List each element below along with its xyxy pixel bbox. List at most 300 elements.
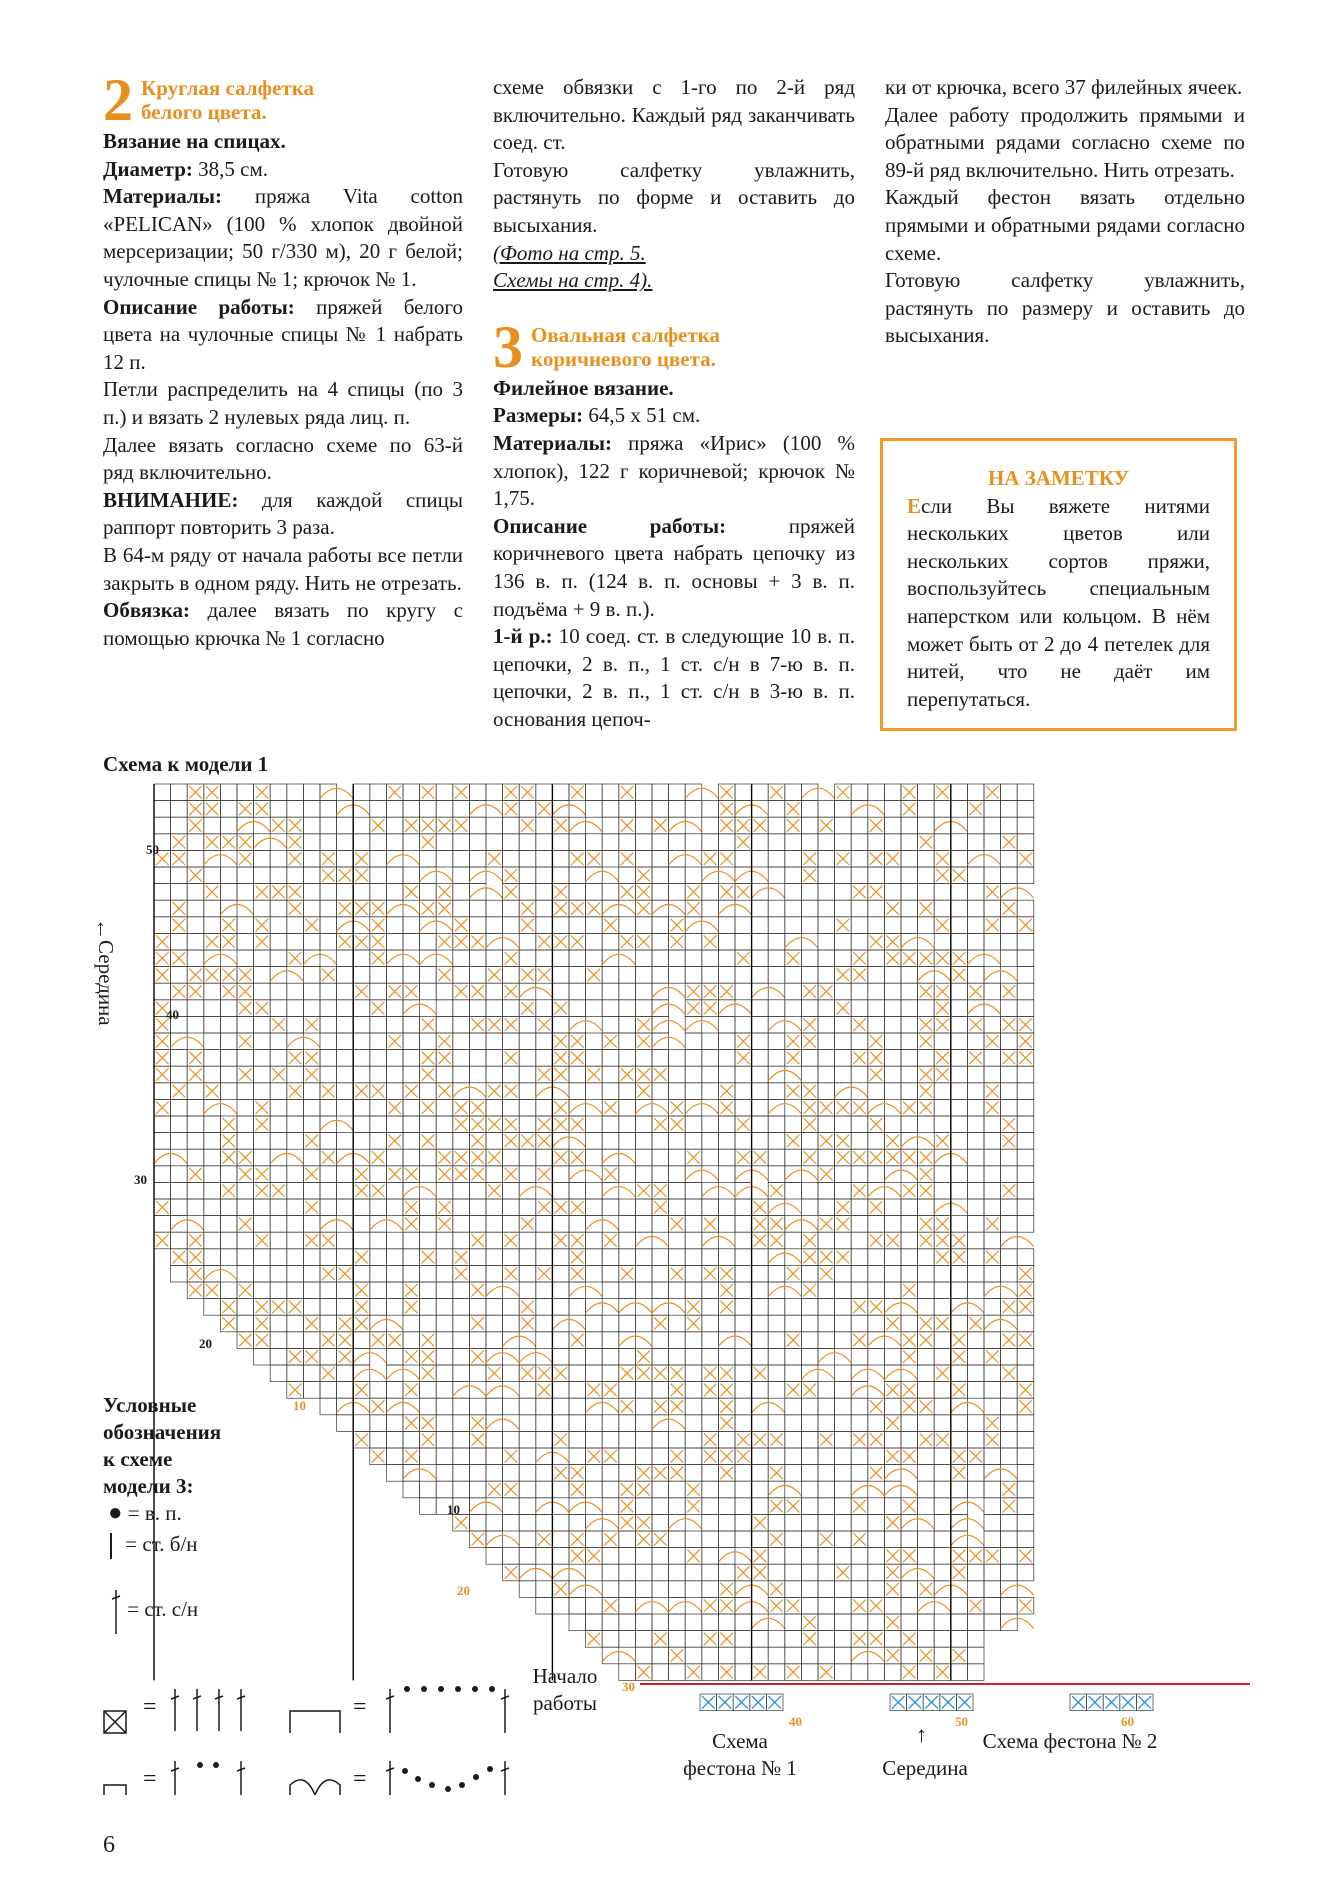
chart-cell [469, 1265, 486, 1282]
chart-cell [254, 900, 271, 917]
chart-cell [835, 1116, 852, 1133]
cross-mark [222, 836, 235, 849]
cross-mark [189, 1052, 202, 1065]
chart-cell [420, 933, 437, 950]
cross-mark [422, 1367, 435, 1380]
cross-mark [803, 1018, 816, 1031]
chart-cell [967, 950, 984, 967]
legend-sc: = ст. б/н [110, 1532, 198, 1559]
cross-mark [637, 1666, 650, 1679]
chart-cell [768, 834, 785, 851]
chart-cell [386, 801, 403, 818]
chart-cell [436, 801, 453, 818]
chart-cell [868, 1581, 885, 1598]
chart-cell [403, 1431, 420, 1448]
cross-mark [754, 1201, 767, 1214]
chart-cell [519, 1016, 536, 1033]
chart-cell [586, 867, 603, 884]
chart-cell [486, 1282, 503, 1299]
chart-cell [337, 1166, 354, 1183]
cross-mark [538, 1384, 551, 1397]
chart-cell [503, 1299, 520, 1316]
chart-cell [619, 1299, 636, 1316]
cross-mark [986, 886, 999, 899]
chart-cell [602, 1199, 619, 1216]
chart-cell [685, 801, 702, 818]
chart-cell [552, 983, 569, 1000]
chart-cell [801, 1050, 818, 1067]
cross-mark [986, 1350, 999, 1363]
photo-ref[interactable]: (Фото на стр. 5. [493, 240, 646, 265]
chart-cell [851, 1199, 868, 1216]
chart-cell [320, 1348, 337, 1365]
chart-cell [669, 834, 686, 851]
cross-mark [671, 1218, 684, 1231]
chart-cell [984, 1597, 1001, 1614]
chart-cell [818, 1631, 835, 1648]
chart-cell [818, 1315, 835, 1332]
chart-cell [453, 1481, 470, 1498]
chart-cell [685, 867, 702, 884]
cross-mark [554, 902, 567, 915]
chart-cell [503, 1216, 520, 1233]
cross-mark [355, 852, 368, 865]
cross-mark [388, 985, 401, 998]
cross-mark [455, 1151, 468, 1164]
cross-mark [803, 1035, 816, 1048]
cross-mark [571, 852, 584, 865]
chart-cell [270, 983, 287, 1000]
cross-mark [903, 952, 916, 965]
cross-mark [853, 1500, 866, 1513]
chart-cell [1017, 817, 1034, 834]
cross-mark [372, 952, 385, 965]
chart-cell [752, 834, 769, 851]
chart-cell [768, 1299, 785, 1316]
cross-mark [1019, 919, 1032, 932]
cross-mark [505, 1267, 518, 1280]
chart-cell [552, 1182, 569, 1199]
chart-cell [1017, 1083, 1034, 1100]
cross-mark [671, 1384, 684, 1397]
chart-cell [204, 900, 221, 917]
chart-cell [469, 1050, 486, 1067]
cross-mark [903, 803, 916, 816]
chart-cell [486, 1216, 503, 1233]
chart-cell [685, 1216, 702, 1233]
cross-mark [886, 1151, 899, 1164]
chart-cell [1001, 1149, 1018, 1166]
chart-cell [519, 1581, 536, 1598]
chart-cell [287, 1116, 304, 1133]
chart-cell [486, 1514, 503, 1531]
chart-cell [436, 1365, 453, 1382]
chart-cell [204, 1299, 221, 1316]
chart-cell [934, 1481, 951, 1498]
chart-cell [818, 1514, 835, 1531]
chart-cell [187, 1099, 204, 1116]
chart-cell [353, 1348, 370, 1365]
chain-dot-icon [459, 1782, 465, 1788]
chart-cell [652, 1498, 669, 1515]
chart-cell [469, 1481, 486, 1498]
cross-mark [803, 869, 816, 882]
chart-cell [984, 801, 1001, 818]
cross-mark [787, 952, 800, 965]
chart-cell [1017, 1000, 1034, 1017]
chart-cell [752, 1631, 769, 1648]
chart-cell [386, 1000, 403, 1017]
chart-cell [934, 834, 951, 851]
chart-cell [1017, 1431, 1034, 1448]
chart-cell [204, 1199, 221, 1216]
chart-cell [519, 1116, 536, 1133]
chart-cell [702, 950, 719, 967]
chart-cell [801, 784, 818, 801]
cross-mark [173, 985, 186, 998]
chart-cell [453, 967, 470, 984]
cross-mark [886, 1234, 899, 1247]
chart-cell [552, 850, 569, 867]
chart-cell [337, 967, 354, 984]
chart-cell [702, 1348, 719, 1365]
chart-cell [154, 1133, 171, 1150]
cross-mark [554, 886, 567, 899]
chart-cell [984, 1133, 1001, 1150]
chart-cell [1001, 884, 1018, 901]
chart-cell [635, 1498, 652, 1515]
cross-mark [554, 1151, 567, 1164]
chart-cell [586, 1614, 603, 1631]
chart-cell [818, 1016, 835, 1033]
chart-cell [586, 1597, 603, 1614]
chart-cell [436, 1282, 453, 1299]
chart-cell [884, 1116, 901, 1133]
chain-dot-icon [473, 1774, 479, 1780]
chart-cell [918, 1448, 935, 1465]
chart-cell [552, 1481, 569, 1498]
chart-cell [453, 1365, 470, 1382]
cross-mark [920, 1218, 933, 1231]
cross-mark [239, 852, 252, 865]
chart-cell [503, 1398, 520, 1415]
chart-cell [586, 1564, 603, 1581]
chart-cell [303, 1382, 320, 1399]
cross-mark [787, 1267, 800, 1280]
cross-mark [903, 1500, 916, 1513]
chart-cell [685, 1249, 702, 1266]
cross-mark [920, 1184, 933, 1197]
cross-mark [505, 985, 518, 998]
chart-cell [453, 1382, 470, 1399]
chart-cell [685, 1431, 702, 1448]
cross-mark [986, 1433, 999, 1446]
chart-cell [1001, 1448, 1018, 1465]
chart-cell [918, 1465, 935, 1482]
model-number: 2 [103, 67, 133, 133]
cross-mark [588, 1550, 601, 1563]
chart-cell [884, 917, 901, 934]
chart-cell [569, 1498, 586, 1515]
page-number: 6 [103, 1832, 115, 1858]
chart-cell [619, 1016, 636, 1033]
chart-cell [685, 1382, 702, 1399]
chart-cell [967, 967, 984, 984]
chart-cell [337, 817, 354, 834]
cross-mark [521, 786, 534, 799]
chart-cell [652, 1614, 669, 1631]
chart-cell [1017, 1149, 1034, 1166]
chart-cell [1017, 1199, 1034, 1216]
chart-cell [735, 1299, 752, 1316]
cross-mark [920, 1035, 933, 1048]
chart-cell [586, 1465, 603, 1482]
chart-cell [984, 1016, 1001, 1033]
chart-cell [669, 1232, 686, 1249]
chart-cell [602, 1265, 619, 1282]
chart-cell [868, 1415, 885, 1432]
chart-cell [718, 1249, 735, 1266]
chart-cell [785, 834, 802, 851]
col-label-50: 50 [955, 1714, 968, 1729]
chart-cell [951, 1365, 968, 1382]
cross-mark [936, 869, 949, 882]
chart-cell [569, 1415, 586, 1432]
chart-cell [403, 933, 420, 950]
chart-cell [818, 900, 835, 917]
chart-cell [702, 1149, 719, 1166]
chart-cell [752, 917, 769, 934]
chart-cell [469, 900, 486, 917]
chart-cell [652, 850, 669, 867]
chart-cell [519, 1149, 536, 1166]
chart-cell [320, 1166, 337, 1183]
chart-cell [918, 1548, 935, 1565]
chart-cell [785, 1299, 802, 1316]
cross-mark [936, 1135, 949, 1148]
chart-cell [270, 1116, 287, 1133]
cross-mark [505, 1052, 518, 1065]
chart-cell [635, 1564, 652, 1581]
chart-cell [984, 1614, 1001, 1631]
cross-mark [654, 1118, 667, 1131]
cross-mark [720, 1101, 733, 1114]
chart-cell [851, 1548, 868, 1565]
chart-cell [785, 1116, 802, 1133]
chart-cell [752, 1099, 769, 1116]
chart-cell [386, 1415, 403, 1432]
chart-cell [785, 1166, 802, 1183]
cross-mark [787, 1085, 800, 1098]
cross-mark [903, 1284, 916, 1297]
cross-mark [571, 1234, 584, 1247]
chart-cell [735, 1365, 752, 1382]
cross-mark [820, 1135, 833, 1148]
chart-cell [785, 1315, 802, 1332]
cross-mark [737, 1566, 750, 1579]
chart-cell [586, 933, 603, 950]
cross-mark [422, 786, 435, 799]
chart-cell [918, 967, 935, 984]
chart-cell [685, 1647, 702, 1664]
chart-cell [768, 950, 785, 967]
chart-cell [187, 1016, 204, 1033]
chart-cell [901, 1514, 918, 1531]
cross-mark [820, 1218, 833, 1231]
chart-cell [370, 1299, 387, 1316]
chart-cell [984, 1514, 1001, 1531]
chart-cell [187, 834, 204, 851]
chart-cell [685, 1365, 702, 1382]
chart-cell [835, 1050, 852, 1067]
cross-mark [754, 1566, 767, 1579]
cross-mark [289, 819, 302, 832]
chart-cell [254, 1348, 271, 1365]
chart-cell [519, 834, 536, 851]
chart-cell [469, 1365, 486, 1382]
chart-cell [718, 1498, 735, 1515]
chart-cell [918, 1348, 935, 1365]
cross-mark [322, 1085, 335, 1098]
chart-cell [569, 1299, 586, 1316]
chart-cell [220, 1050, 237, 1067]
chart-cell [436, 1182, 453, 1199]
chart-cell [1017, 967, 1034, 984]
cross-mark [803, 1251, 816, 1264]
chart-cell [469, 1514, 486, 1531]
technique: Вязание на спицах. [103, 129, 286, 153]
chart-cell [652, 1581, 669, 1598]
cross-mark [189, 969, 202, 982]
chart-cell [602, 1498, 619, 1515]
chart-cell [801, 900, 818, 917]
cross-mark [438, 902, 451, 915]
chart-cell [320, 1199, 337, 1216]
chart-cell [386, 850, 403, 867]
chart-cell [768, 1282, 785, 1299]
chart-cell [453, 1299, 470, 1316]
cross-mark [355, 869, 368, 882]
chart-cell [785, 850, 802, 867]
cross-mark [903, 786, 916, 799]
cross-mark [422, 1068, 435, 1081]
chart-cell [436, 1099, 453, 1116]
cross-mark [969, 803, 982, 816]
chart-cell [586, 1199, 603, 1216]
chart-cell [569, 1348, 586, 1365]
cross-mark [438, 1151, 451, 1164]
chart-cell [702, 1664, 719, 1681]
cross-mark [455, 1168, 468, 1181]
legend-dc: = ст. с/н [110, 1588, 198, 1634]
chart-cell [801, 1514, 818, 1531]
cross-mark [870, 1052, 883, 1065]
chart-cell [918, 1199, 935, 1216]
chart-cell [702, 900, 719, 917]
chart-cell [851, 1481, 868, 1498]
cross-mark [405, 1284, 418, 1297]
chart-cell [884, 1282, 901, 1299]
chart-cell [818, 1033, 835, 1050]
chart-cell [386, 1465, 403, 1482]
cross-mark [1003, 1301, 1016, 1314]
chart-cell [353, 1066, 370, 1083]
chart-cell [220, 1066, 237, 1083]
chart-cell [901, 867, 918, 884]
cross-mark [886, 852, 899, 865]
cross-mark [936, 1234, 949, 1247]
cross-mark [704, 1002, 717, 1015]
chart-cell [337, 983, 354, 1000]
chart-cell [801, 1465, 818, 1482]
cross-mark [189, 869, 202, 882]
chart-cell [486, 1133, 503, 1150]
chart-cell [951, 1398, 968, 1415]
chain-dot-icon [487, 1766, 493, 1772]
chart-cell [420, 1166, 437, 1183]
chart-cell [1017, 1133, 1034, 1150]
cross-mark [554, 1035, 567, 1048]
chart-cell [420, 1149, 437, 1166]
chart-cell [320, 1000, 337, 1017]
chart-cell [536, 1431, 553, 1448]
cross-mark [853, 886, 866, 899]
chart-cell [1001, 1199, 1018, 1216]
cross-mark [986, 1251, 999, 1264]
chart-cell [967, 884, 984, 901]
chart-cell [1017, 1415, 1034, 1432]
cross-mark [471, 1135, 484, 1148]
chart-cell [835, 1531, 852, 1548]
chart-cell [270, 1099, 287, 1116]
cross-mark [720, 1450, 733, 1463]
chart-cell [220, 1282, 237, 1299]
chart-cell [652, 1133, 669, 1150]
chart-cell [735, 784, 752, 801]
chart-cell [1017, 801, 1034, 818]
chart-cell [486, 917, 503, 934]
chart-cell [220, 900, 237, 917]
chart-cell [735, 1199, 752, 1216]
chart-cell [602, 1581, 619, 1598]
chart-cell [984, 834, 1001, 851]
chart-cell [386, 1398, 403, 1415]
chart-cell [320, 1299, 337, 1316]
chart-cell [752, 967, 769, 984]
chart-cell [486, 1199, 503, 1216]
cross-mark [256, 803, 269, 816]
chart-cell [868, 1166, 885, 1183]
cross-mark [189, 786, 202, 799]
chart-cell [735, 1398, 752, 1415]
chart-cell [237, 1232, 254, 1249]
chart-cell [353, 1332, 370, 1349]
cross-mark [920, 1085, 933, 1098]
cross-mark [339, 869, 352, 882]
cross-mark [471, 1151, 484, 1164]
schema-ref[interactable]: Схемы на стр. 4). [493, 268, 653, 293]
chart-cell [370, 1382, 387, 1399]
chart-cell [519, 884, 536, 901]
chart-cell [453, 834, 470, 851]
cross-mark [372, 1151, 385, 1164]
cross-mark [687, 1483, 700, 1496]
chart-cell [303, 1099, 320, 1116]
cross-mark [621, 886, 634, 899]
chart-cell [801, 1398, 818, 1415]
cross-mark [554, 1583, 567, 1596]
chart-cell [635, 967, 652, 984]
